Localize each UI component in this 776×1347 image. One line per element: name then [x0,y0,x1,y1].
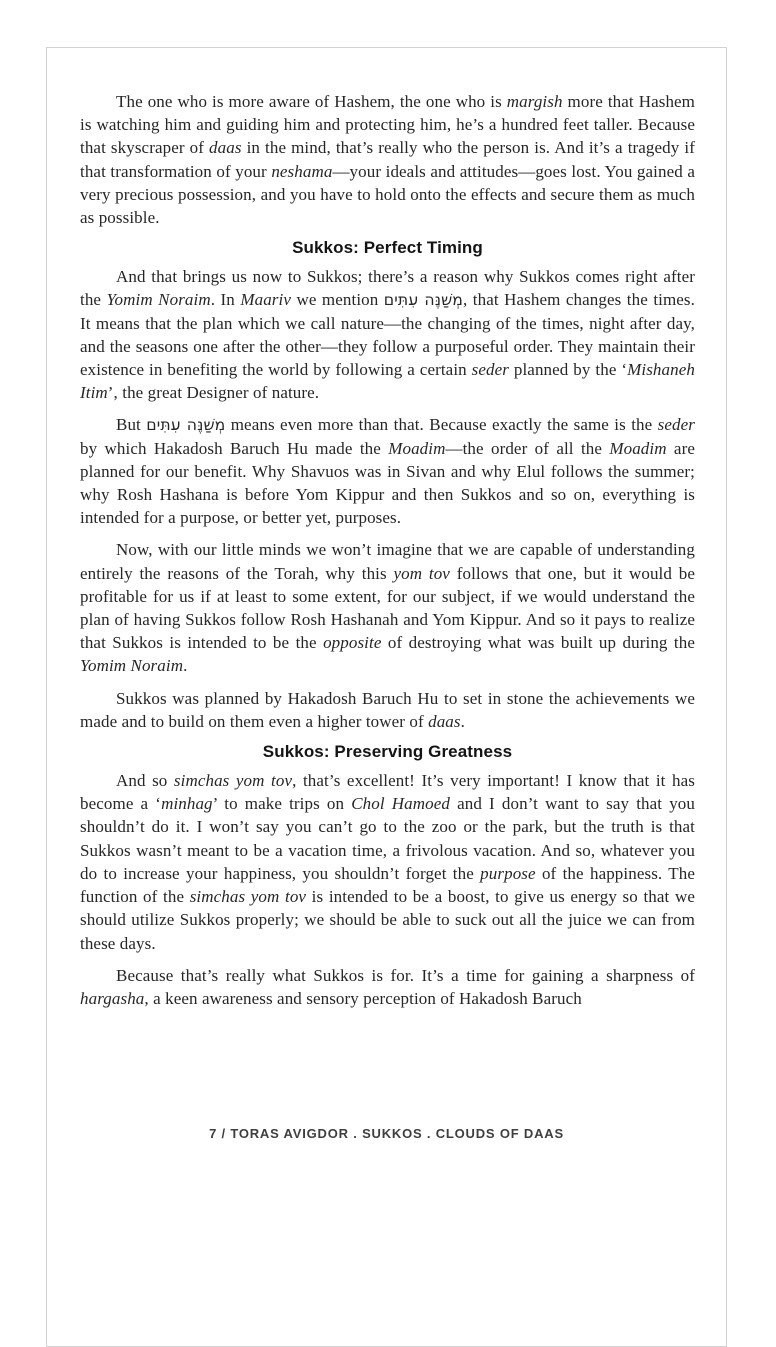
paragraph [80,769,695,955]
italic-term: daas [428,711,461,731]
text-run: means even more than that. Because exactly the same is the [225,415,658,435]
text-run: , that Hashem changes the times. It means that the plan which we call nature—the changing of the times, night after day, and the seasons one after the other—they follow a purposeful order. They maintain their existence in benefiting the world by following a certain [80,290,695,380]
paragraph [80,538,695,677]
text-run: The one who is more aware of Hashem, the one who is [116,92,507,111]
text-run: in the mind, that’s really who the person is. And it’s a tragedy if that transformation of your [80,138,695,181]
text-run: . In [210,290,241,310]
text-run: . [183,656,188,676]
section-heading: Sukkos: Preserving Greatness [262,742,513,762]
paragraph [80,265,695,404]
document-page [46,47,727,1347]
italic-term: neshama [271,161,333,181]
text-run: , that’s excellent! It’s very important! I know that it has become a ‘ [80,771,695,814]
text-run: Now, with our little minds we won’t imagine that we are capable of understanding entirely the reasons of the Torah, why this [80,540,695,583]
italic-term: margish [506,92,563,111]
text-run: And that brings us now to Sukkos; there’s a reason why Sukkos comes right after the [80,267,695,310]
italic-term: opposite [323,633,382,653]
italic-term: daas [209,138,242,158]
paragraph [80,90,695,229]
italic-term: yom tov [393,563,450,583]
text-run: And so [116,771,174,791]
document-content [47,48,726,1010]
italic-term: simchas yom tov [189,887,307,907]
italic-term: minhag [161,794,213,814]
text-run: . [460,711,465,731]
italic-term: Chol Hamoed [351,794,450,814]
italic-term: seder [471,360,509,380]
italic-term: seder [657,415,695,435]
text-run: and I don’t want to say that you shouldn’t do it. I won’t say you can’t go to the zoo or the park, but the truth is that Sukkos wasn’t meant to be a vacation time, a frivolous vacation. And so, whatever you do to increase your happiness, you shouldn’t forget the [80,794,695,883]
text-run: But [116,415,147,435]
italic-term: Mishaneh Itim [80,360,695,403]
text-run: —the order of all the [445,438,610,458]
hebrew-phrase: מְשַׁנֶּה עִתִּים [146,415,226,435]
paragraph [80,964,695,1010]
italic-term: purpose [480,863,536,883]
text-run: are planned for our benefit. Why Shavuos was in Sivan and why Elul follows the summer; why Rosh Hashana is before Yom Kippur and then Sukkos and so on, everything is intended for a purpose, or better yet, purposes. [80,438,695,528]
text-run: follows that one, but it would be profitable for us if at least to some extent, for our subject, if we would understand the plan of having Sukkos follow Rosh Hashanah and Yom Kippur. And so it pays to realize that Sukkos is intended to be the [80,563,695,653]
text-run: —your ideals and attitudes—goes lost. You gained a very precious possession, and you have to hold onto the effects and secure them as much as possible. [80,161,695,228]
text-run: is intended to be a boost, to give us energy so that we should utilize Sukkos properly; we should be able to suck out all the juice we can from these days. [80,887,695,953]
text-run: Sukkos was planned by Hakadosh Baruch Hu to set in stone the achievements we made and to build on them even a higher tower of [80,688,695,731]
italic-term: Maariv [240,290,291,310]
italic-term: simchas yom tov [173,771,293,791]
text-run: of destroying what was built up during the [381,633,696,653]
italic-term: Yomim Noraim [80,656,184,676]
paragraph [80,687,695,733]
text-run: ’, the great Designer of nature. [107,383,320,403]
text-run: planned by the ‘ [508,360,628,380]
italic-term: hargasha [80,988,145,1008]
text-run: we mention [291,290,384,310]
text-run: , a keen awareness and sensory perception of Hakadosh Baruch [144,988,582,1008]
text-run: more that Hashem is watching him and guiding him and protecting him, he’s a hundred feet taller. Because that skyscraper of [80,92,696,158]
page-footer: 7 / TORAS AVIGDOR . SUKKOS . CLOUDS OF DAAS [209,1126,564,1141]
section-heading: Sukkos: Perfect Timing [292,238,483,258]
italic-term: Moadim [388,438,446,458]
text-run: ’ to make trips on [212,794,352,814]
italic-term: Yomim Noraim [106,290,211,310]
text-run: of the happiness. The function of the [80,863,695,907]
paragraph [80,413,695,529]
italic-term: Moadim [609,438,667,458]
text-run: Because that’s really what Sukkos is for. It’s a time for gaining a sharpness of [116,965,695,985]
text-run: by which Hakadosh Baruch Hu made the [80,438,389,458]
hebrew-phrase: מְשַׁנֶּה עִתִּים [383,290,463,310]
